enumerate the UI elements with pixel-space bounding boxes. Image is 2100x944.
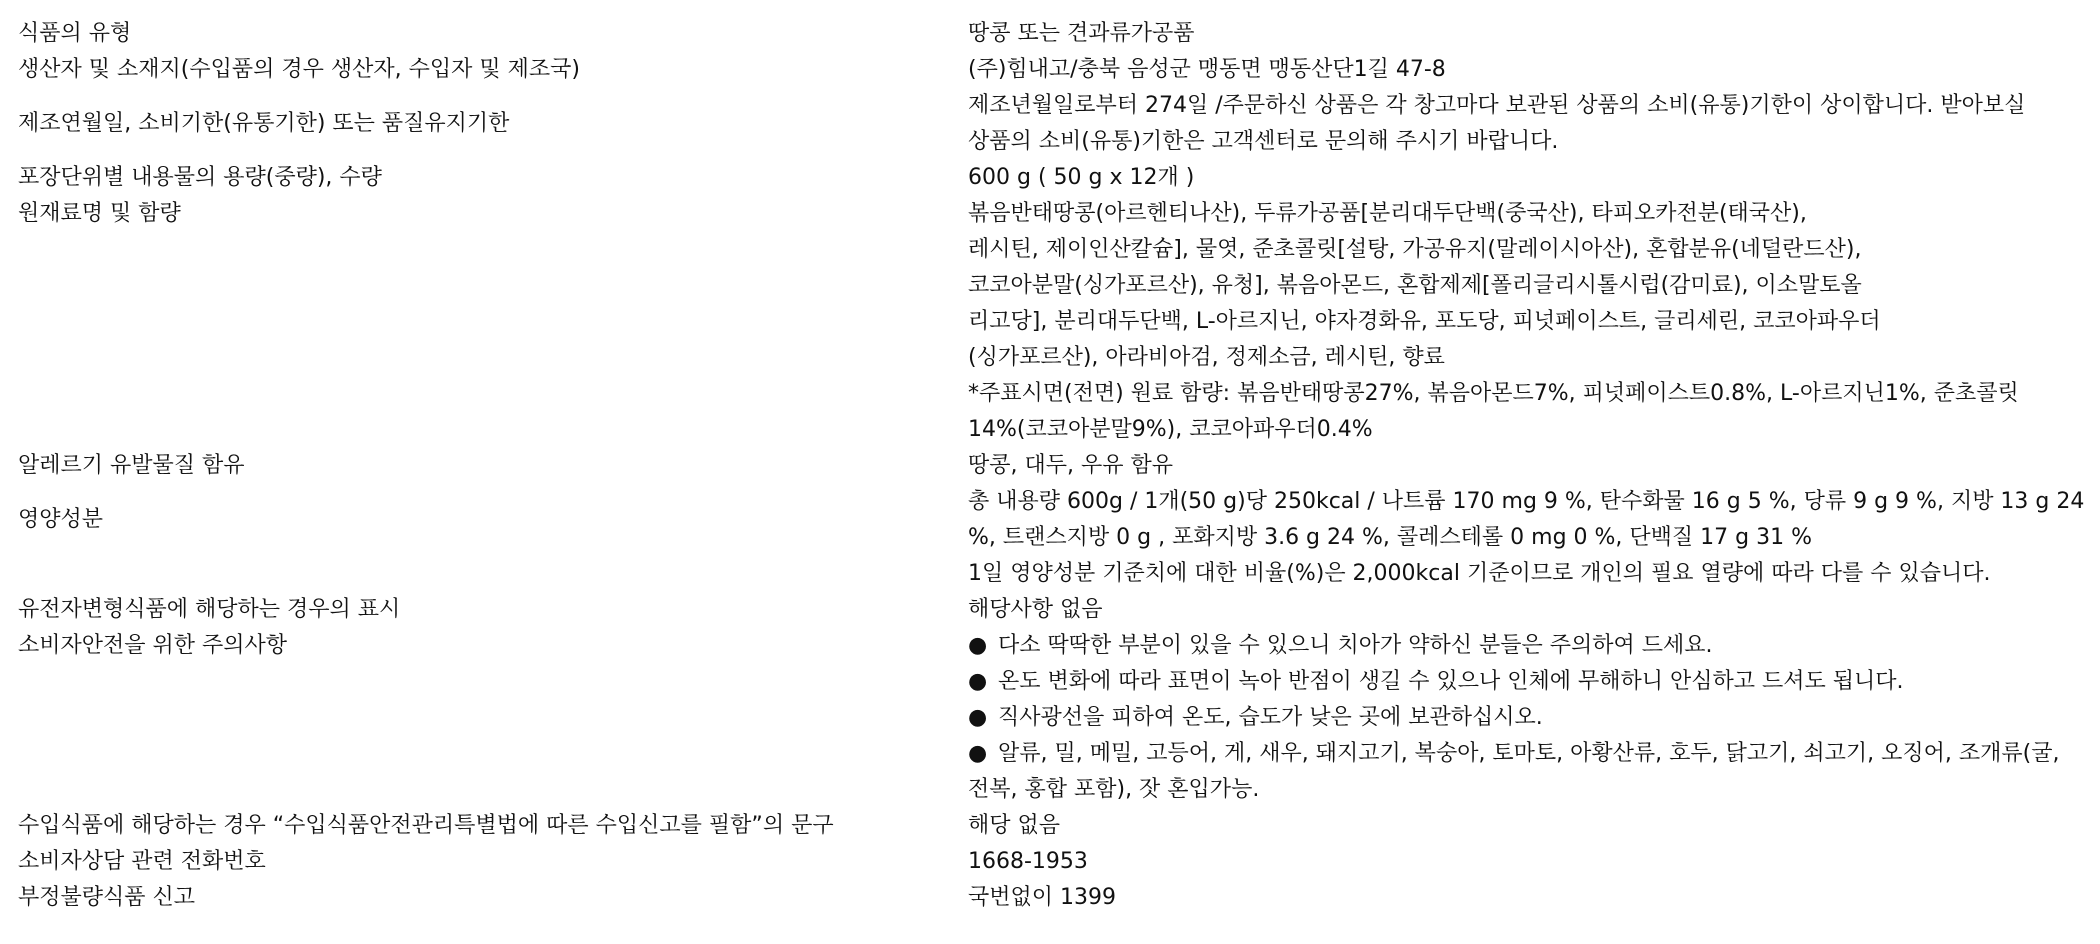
value-line: 해당사항 없음 [968, 597, 1103, 622]
row-expiry [0, 88, 2100, 160]
caution-item [968, 736, 2086, 772]
caution-text: 온도 변화에 따라 표면이 녹아 반점이 생길 수 있으나 인체에 무해하니 안심하고 드셔도 됩니다. [998, 669, 1904, 694]
value-line: (싱가포르산), 아라비아검, 정제소금, 레시틴, 향료 [968, 345, 1445, 370]
value-line: 레시틴, 제이인산칼슘], 물엿, 준초콜릿[설탕, 가공유지(말레이시아산), 혼합분유(네덜란드산), [968, 237, 1862, 262]
row-food-type [0, 16, 2100, 52]
producer-value [968, 52, 2100, 88]
value-line: 14%(코코아분말9%), 코코아파우더0.4% [968, 417, 1373, 442]
value-line: 600 g ( 50 g x 12개 ) [968, 165, 1195, 190]
food-type-label: 식품의 유형 [18, 21, 132, 46]
caution-text: 다소 딱딱한 부분이 있을 수 있으니 치아가 약하신 분들은 주의하여 드세요. [998, 633, 1713, 658]
import-value [968, 808, 2100, 844]
value-line: 해당 없음 [968, 813, 1061, 838]
bullet-icon: ● [968, 633, 988, 658]
phone-label: 소비자상담 관련 전화번호 [18, 849, 266, 874]
gmo-label: 유전자변형식품에 해당하는 경우의 표시 [18, 597, 401, 622]
value-line: %, 트랜스지방 0 g , 포화지방 3.6 g 24 %, 콜레스테롤 0 mg 0 %, 단백질 17 g 31 % [968, 525, 1812, 550]
caution-text: 직사광선을 피하여 온도, 습도가 낮은 곳에 보관하십시오. [998, 705, 1543, 730]
row-phone [0, 844, 2100, 880]
capacity-value [968, 160, 2100, 196]
caution-item [968, 700, 2086, 736]
row-capacity [0, 160, 2100, 196]
report-label: 부정불량식품 신고 [18, 885, 196, 910]
producer-label: 생산자 및 소재지(수입품의 경우 생산자, 수입자 및 제조국) [18, 57, 580, 82]
food-type-value [968, 16, 2100, 52]
value-line: 코코아분말(싱가포르산), 유청], 볶음아몬드, 혼합제제[폴리글리시톨시럽(감미료), 이소말토올 [968, 273, 1862, 298]
expiry-value [968, 88, 2100, 160]
report-value [968, 880, 2100, 916]
row-caution [0, 628, 2100, 808]
bullet-icon: ● [968, 669, 988, 694]
gmo-value [968, 592, 2100, 628]
value-line: 국번없이 1399 [968, 885, 1116, 910]
nutrition-value [968, 484, 2100, 592]
value-line: *주표시면(전면) 원료 함량: 볶음반태땅콩27%, 볶음아몬드7%, 피넛페이스트0.8%, L-아르지닌1%, 준초콜릿 [968, 381, 2019, 406]
caution-value [968, 628, 2100, 808]
bullet-icon: ● [968, 741, 988, 766]
caution-item [968, 664, 2086, 700]
row-report [0, 880, 2100, 916]
ingredients-value [968, 196, 2100, 448]
capacity-label: 포장단위별 내용물의 용량(중량), 수량 [18, 165, 382, 190]
value-line: 땅콩, 대두, 우유 함유 [968, 453, 1173, 478]
ingredients-label: 원재료명 및 함량 [18, 201, 181, 226]
row-producer [0, 52, 2100, 88]
allergy-label: 알레르기 유발물질 함유 [18, 453, 245, 478]
row-ingredients [0, 196, 2100, 448]
row-allergy [0, 448, 2100, 484]
caution-label: 소비자안전을 위한 주의사항 [18, 633, 288, 658]
value-line: 1668-1953 [968, 849, 1088, 874]
caution-item-continued: 전복, 홍합 포함), 잣 혼입가능. [968, 777, 1260, 802]
row-import [0, 808, 2100, 844]
value-line: 1일 영양성분 기준치에 대한 비율(%)은 2,000kcal 기준이므로 개인의 필요 열량에 따라 다를 수 있습니다. [968, 561, 1991, 586]
value-line: 땅콩 또는 견과류가공품 [968, 21, 1195, 46]
caution-text: 알류, 밀, 메밀, 고등어, 게, 새우, 돼지고기, 복숭아, 토마토, 아황산류, 호두, 닭고기, 쇠고기, 오징어, 조개류(굴, [998, 741, 2060, 766]
bullet-icon: ● [968, 705, 988, 730]
value-line: 제조년월일로부터 274일 /주문하신 상품은 각 창고마다 보관된 상품의 소비(유통)기한이 상이합니다. 받아보실 [968, 93, 2026, 118]
caution-item [968, 628, 2086, 664]
value-line: (주)힘내고/충북 음성군 맹동면 맹동산단1길 47-8 [968, 57, 1446, 82]
allergy-value [968, 448, 2100, 484]
import-label: 수입식품에 해당하는 경우 “수입식품안전관리특별법에 따른 수입신고를 필함”의 문구 [18, 813, 834, 838]
nutrition-label: 영양성분 [18, 507, 104, 532]
value-line: 상품의 소비(유통)기한은 고객센터로 문의해 주시기 바랍니다. [968, 129, 1559, 154]
value-line: 볶음반태땅콩(아르헨티나산), 두류가공품[분리대두단백(중국산), 타피오카전분(태국산), [968, 201, 1807, 226]
row-gmo [0, 592, 2100, 628]
phone-value [968, 844, 2100, 880]
expiry-label: 제조연월일, 소비기한(유통기한) 또는 품질유지기한 [18, 111, 510, 136]
value-line: 리고당], 분리대두단백, L-아르지닌, 야자경화유, 포도당, 피넛페이스트, 글리세린, 코코아파우더 [968, 309, 1881, 334]
value-line: 총 내용량 600g / 1개(50 g)당 250kcal / 나트륨 170 mg 9 %, 탄수화물 16 g 5 %, 당류 9 g 9 %, 지방 13 g 24 [968, 489, 2085, 514]
row-nutrition [0, 484, 2100, 592]
